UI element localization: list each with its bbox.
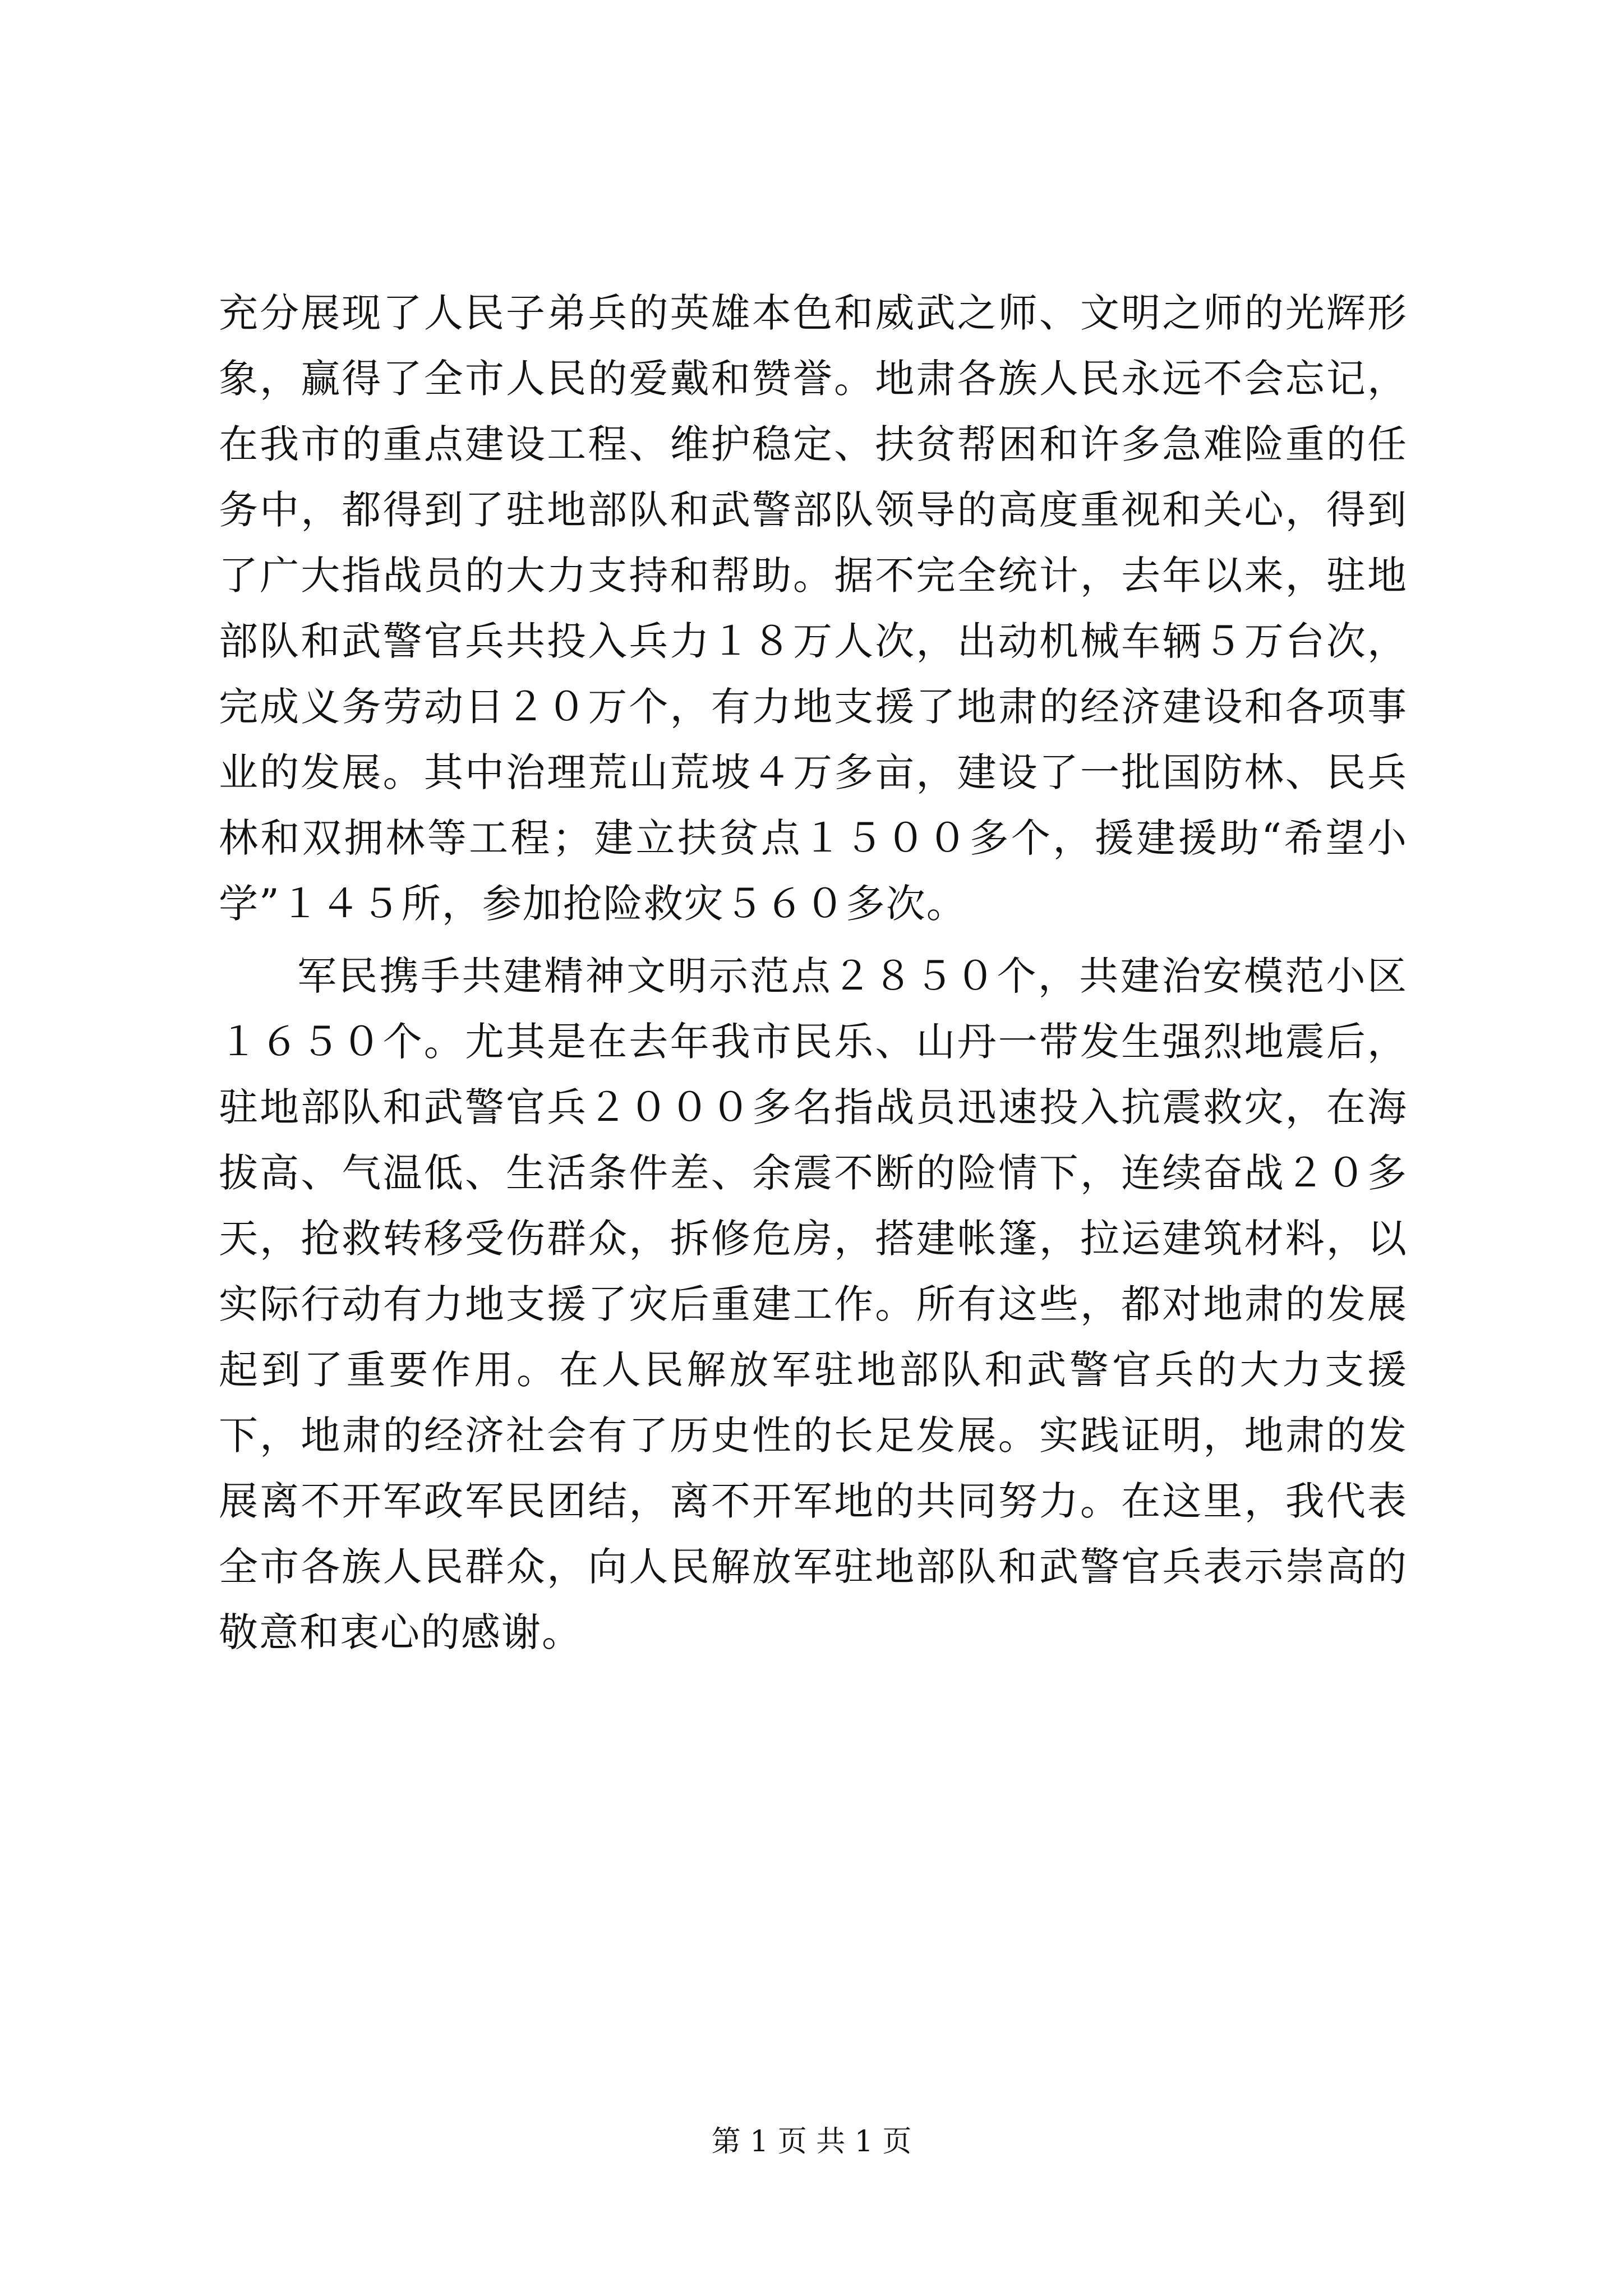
paragraph: 军民携手共建精神文明示范点２８５０个，共建治安模范小区１６５０个。尤其是在去年我市民乐、山丹一带发生强烈地震后，驻地部队和武警官兵２０００多名指战员迅速投入抗震救灾，在海拔高、气温低、生活条件差、余震不断的险情下，连续奋战２０多天，抢救转移受伤群众，拆修危房，搭建帐篷，拉运建筑材料，以实际行动有力地支援了灾后重建工作。所有这些，都对地肃的发展起到了重要作用。在人民解放军驻地部队和武警官兵的大力支援下，地肃的经济社会有了历史性的长足发展。实践证明，地肃的发展离不开军政军民团结，离不开军地的共同努力。在这里，我代表全市各族人民群众，向人民解放军驻地部队和武警官兵表示崇高的敬意和衷心的感谢。	[219, 953, 1408, 1655]
page-number-footer: 第 1 页 共 1 页	[711, 2125, 912, 2159]
paragraph: 充分展现了人民子弟兵的英雄本色和威武之师、文明之师的光辉形象，赢得了全市人民的爱戴和赞誉。地肃各族人民永远不会忘记，在我市的重点建设工程、维护稳定、扶贫帮困和许多急难险重的任务中，都得到了驻地部队和武警部队领导的高度重视和关心，得到了广大指战员的大力支持和帮助。据不完全统计，去年以来，驻地部队和武警官兵共投入兵力１８万人次，出动机械车辆５万台次，完成义务劳动日２０万个，有力地支援了地肃的经济建设和各项事业的发展。其中治理荒山荒坡４万多亩，建设了一批国防林、民兵林和双拥林等工程；建立扶贫点１５００多个，援建援助“希望小学”１４５所，参加抢险救灾５６０多次。	[219, 290, 1408, 927]
document-body	[219, 280, 1408, 1665]
